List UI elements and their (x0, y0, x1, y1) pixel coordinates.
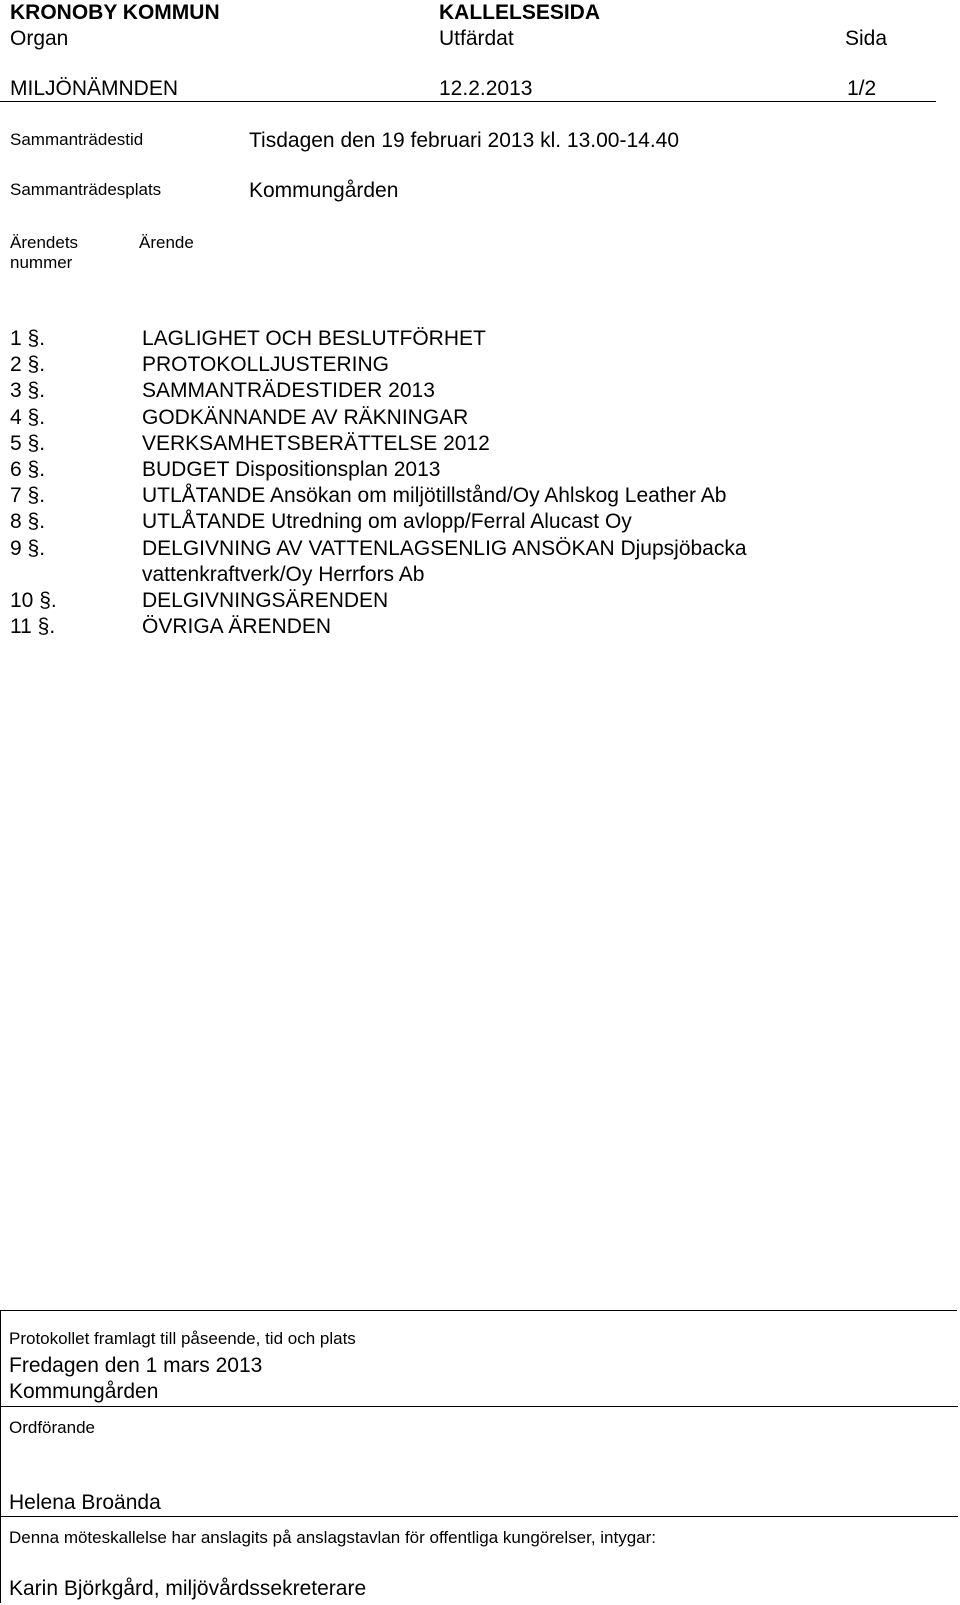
agenda-item (10, 378, 910, 404)
issued-label: Utfärdat (439, 27, 514, 50)
agenda-item (10, 483, 910, 509)
agenda-item-title: UTLÅTANDE Ansökan om miljötillstånd/Oy Ahlskog Leather Ab (142, 484, 727, 508)
matter-number-label (10, 233, 78, 273)
agenda-item-number: 9 §. (10, 536, 46, 560)
agenda-item-title: SAMMANTRÄDESTIDER 2013 (142, 379, 435, 403)
agenda-item-number: 5 §. (10, 431, 46, 455)
chair-label: Ordförande (9, 1418, 95, 1437)
agenda-item (10, 509, 910, 535)
agenda-item-number: 4 §. (10, 405, 46, 429)
agenda-item-number: 6 §. (10, 458, 46, 482)
agenda-item-title: GODKÄNNANDE AV RÄKNINGAR (142, 405, 469, 429)
municipality-name: KRONOBY KOMMUN (10, 1, 220, 24)
notice-text: Denna möteskallelse har anslagits på anslagstavlan för offentliga kungörelser, intygar: (9, 1528, 657, 1547)
matter-number-label-line1: Ärendets (10, 233, 79, 252)
agenda-item-title: PROTOKOLLJUSTERING (142, 353, 389, 377)
agenda-item-number: 8 §. (10, 510, 46, 534)
agenda-item-title: DELGIVNINGSÄRENDEN (142, 589, 389, 613)
protocol-label: Protokollet framlagt till påseende, tid och plats (9, 1329, 356, 1348)
notice-signer: Karin Björkgård, miljövårdssekreterare (9, 1577, 367, 1600)
meeting-time-label: Sammanträdestid (10, 130, 144, 149)
protocol-date: Fredagen den 1 mars 2013 (9, 1354, 263, 1377)
agenda-item (10, 588, 910, 614)
page-value: 1/2 (847, 77, 877, 100)
agenda-item (10, 536, 910, 588)
meeting-place-label: Sammanträdesplats (10, 180, 162, 199)
agenda-item (10, 431, 910, 457)
agenda-item-number: 11 §. (10, 615, 56, 639)
agenda-item-title: BUDGET Dispositionsplan 2013 (142, 458, 441, 482)
agenda-item (10, 457, 910, 483)
header-divider (0, 101, 936, 102)
agenda-item-title: DELGIVNING AV VATTENLAGSENLIG ANSÖKAN Djupsjöbacka vattenkraftverk/Oy Herrfors Ab (142, 536, 747, 586)
organ-label: Organ (10, 27, 69, 50)
agenda-item (10, 614, 910, 640)
chair-name: Helena Broända (9, 1491, 161, 1514)
agenda-list (10, 326, 910, 640)
matter-label: Ärende (139, 233, 194, 252)
protocol-place: Kommungården (9, 1380, 159, 1403)
agenda-item-number: 2 §. (10, 353, 46, 377)
agenda-item-title: ÖVRIGA ÄRENDEN (142, 615, 332, 639)
footer-divider (1, 1406, 958, 1407)
agenda-item-number: 3 §. (10, 379, 46, 403)
agenda-item-title: LAGLIGHET OCH BESLUTFÖRHET (142, 327, 486, 350)
agenda-item-title: UTLÅTANDE Utredning om avlopp/Ferral Alucast Oy (142, 510, 632, 534)
document-type: KALLELSESIDA (439, 1, 601, 24)
footer-box (0, 1310, 957, 1603)
agenda-item (10, 405, 910, 431)
agenda-item-title: VERKSAMHETSBERÄTTELSE 2012 (142, 431, 490, 455)
meeting-place-value: Kommungården (249, 179, 399, 202)
agenda-item (10, 326, 910, 352)
page-label: Sida (845, 27, 888, 50)
agenda-item-number: 1 §. (10, 327, 46, 350)
footer-divider (1, 1516, 958, 1517)
issued-value: 12.2.2013 (439, 77, 533, 100)
agenda-item-number: 7 §. (10, 484, 46, 508)
meeting-time-value: Tisdagen den 19 februari 2013 kl. 13.00-14.40 (249, 129, 680, 152)
agenda-item (10, 352, 910, 378)
matter-number-label-line2: nummer (10, 253, 73, 272)
organ-value: MILJÖNÄMNDEN (10, 77, 179, 100)
agenda-item-number: 10 §. (10, 589, 57, 613)
